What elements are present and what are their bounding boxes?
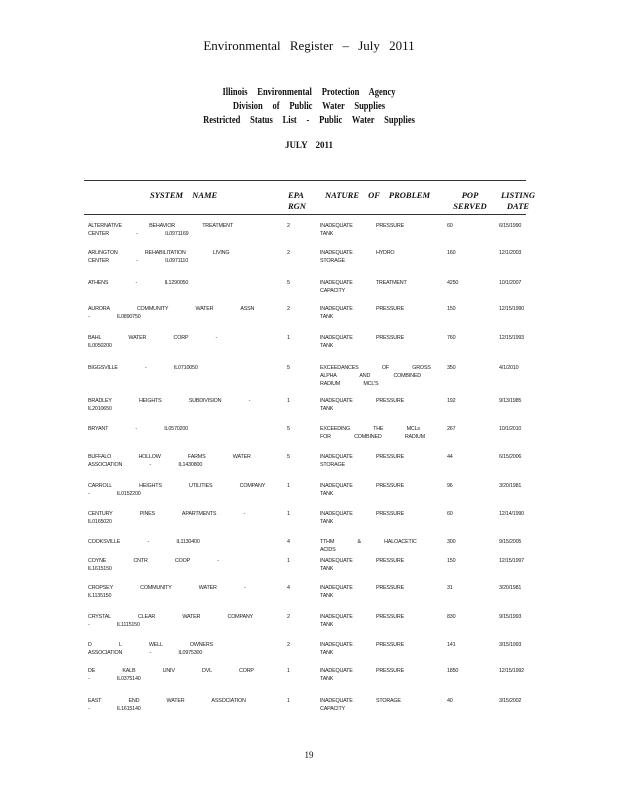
- system-name-cell: CROPSEY COMMUNITY WATER - IL1135150: [88, 585, 246, 599]
- listing-date-cell: 12/14/1990: [499, 511, 524, 517]
- epa-region-cell: 1: [287, 335, 290, 341]
- list-date: JULY 2011: [284, 140, 334, 150]
- system-name-cell: EAST END WATER ASSOCIATION - IL1615140: [88, 698, 246, 712]
- problem-cell: INADEQUATE PRESSURE STORAGE: [320, 454, 404, 468]
- pop-served-cell: 150: [447, 558, 456, 564]
- document-titles: [46, 86, 571, 128]
- pop-served-cell: 60: [447, 511, 453, 517]
- epa-region-cell: 1: [287, 398, 290, 404]
- epa-region-cell: 2: [287, 250, 290, 256]
- problem-cell: TTHM & HALOACETIC ACIDS: [320, 539, 417, 553]
- problem-cell: EXCEEDING THE MCLs FOR COMBINED RADIUM: [320, 426, 425, 440]
- pop-served-cell: 31: [447, 585, 453, 591]
- system-name-cell: BAHL WATER CORP - IL0050200: [88, 335, 218, 349]
- listing-date-cell: 6/15/2006: [499, 454, 522, 460]
- listing-date-cell: 4/1/2010: [499, 365, 519, 371]
- header-epa-rgn: EPA RGN: [288, 190, 306, 211]
- table-header-rule: [84, 214, 526, 215]
- division-title: Division of Public Water Supplies: [232, 101, 386, 112]
- listing-date-cell: 3/15/1993: [499, 642, 522, 648]
- pop-served-cell: 40: [447, 698, 453, 704]
- listing-date-cell: 3/20/1981: [499, 585, 522, 591]
- problem-cell: EXCEEDANCES OF GROSS ALPHA AND COMBINED RADIUM MCL'S: [320, 365, 431, 387]
- header-system-name: SYSTEM NAME: [150, 190, 218, 200]
- problem-cell: INADEQUATE HYDRO STORAGE: [320, 250, 395, 264]
- system-name-cell: COOKSVILLE - IL1130400: [88, 539, 200, 545]
- pop-served-cell: 44: [447, 454, 453, 460]
- epa-region-cell: 1: [287, 668, 290, 674]
- listing-date-cell: 6/15/1990: [499, 223, 522, 229]
- epa-region-cell: 2: [287, 642, 290, 648]
- listing-date-cell: 12/15/1993: [499, 335, 524, 341]
- pop-served-cell: 1850: [447, 668, 459, 674]
- epa-region-cell: 5: [287, 365, 290, 371]
- system-name-cell: CENTURY PINES APARTMENTS - IL0165020: [88, 511, 246, 525]
- problem-cell: INADEQUATE PRESSURE TANK: [320, 642, 404, 656]
- system-name-cell: CARROLL HEIGHTS UTILITIES COMPANY - IL0152200: [88, 483, 266, 497]
- listing-date-cell: 12/15/1997: [499, 558, 524, 564]
- epa-region-cell: 2: [287, 223, 290, 229]
- pop-served-cell: 830: [447, 614, 456, 620]
- pop-served-cell: 300: [447, 539, 456, 545]
- pop-served-cell: 350: [447, 365, 456, 371]
- epa-region-cell: 2: [287, 614, 290, 620]
- agency-title: Illinois Environmental Protection Agency: [222, 87, 396, 98]
- system-name-cell: ARLINGTON REHABILITATION LIVING CENTER - IL0971110: [88, 250, 230, 264]
- system-name-cell: DE KALB UNIV DVL CORP - IL0375140: [88, 668, 254, 682]
- system-name-cell: CRYSTAL CLEAR WATER COMPANY - IL1115150: [88, 614, 253, 628]
- problem-cell: INADEQUATE PRESSURE TANK: [320, 335, 404, 349]
- pop-served-cell: 150: [447, 306, 456, 312]
- pop-served-cell: 4250: [447, 280, 459, 286]
- pop-served-cell: 96: [447, 483, 453, 489]
- epa-region-cell: 2: [287, 306, 290, 312]
- listing-date-cell: 9/15/2005: [499, 539, 522, 545]
- table-top-rule: [84, 180, 526, 181]
- listing-date-cell: 3/20/1981: [499, 483, 522, 489]
- epa-region-cell: 1: [287, 698, 290, 704]
- table-header: [0, 190, 618, 214]
- epa-region-cell: 5: [287, 280, 290, 286]
- problem-cell: INADEQUATE PRESSURE TANK: [320, 306, 404, 320]
- header-listing-date: LISTING DATE: [500, 190, 535, 211]
- listing-date-cell: 10/1/2007: [499, 280, 522, 286]
- listing-date-cell: 12/15/1992: [499, 668, 524, 674]
- system-name-cell: COYNE CNTR COOP - IL1615150: [88, 558, 219, 572]
- pop-served-cell: 60: [447, 223, 453, 229]
- listing-date-cell: 3/15/2002: [499, 698, 522, 704]
- listing-date-cell: 10/1/2010: [499, 426, 522, 432]
- system-name-cell: ALTERNATIVE BEHAVIOR TREATMENT CENTER - IL0971169: [88, 223, 233, 237]
- system-name-cell: BRADLEY HEIGHTS SUBDIVISION - IL2010650: [88, 398, 251, 412]
- problem-cell: INADEQUATE PRESSURE TANK: [320, 558, 404, 572]
- system-name-cell: BRYANT - IL0570200: [88, 426, 188, 432]
- epa-region-cell: 1: [287, 511, 290, 517]
- system-name-cell: AURORA COMMUNITY WATER ASSN - IL0890750: [88, 306, 255, 320]
- epa-region-cell: 4: [287, 585, 290, 591]
- problem-cell: INADEQUATE STORAGE CAPACITY: [320, 698, 401, 712]
- problem-cell: INADEQUATE PRESSURE TANK: [320, 483, 404, 497]
- problem-cell: INADEQUATE PRESSURE TANK: [320, 511, 404, 525]
- pop-served-cell: 160: [447, 250, 456, 256]
- pop-served-cell: 141: [447, 642, 456, 648]
- page-number: 19: [304, 750, 314, 760]
- running-header: Environmental Register – July 2011: [203, 38, 415, 53]
- listing-date-cell: 12/1/2003: [499, 250, 522, 256]
- list-title: Restricted Status List - Public Water Supplies: [203, 115, 415, 126]
- header-pop-served: POP SERVED: [453, 190, 487, 211]
- listing-date-cell: 12/15/1990: [499, 306, 524, 312]
- epa-region-cell: 1: [287, 558, 290, 564]
- problem-cell: INADEQUATE PRESSURE TANK: [320, 398, 404, 412]
- problem-cell: INADEQUATE PRESSURE TANK: [320, 668, 404, 682]
- problem-cell: INADEQUATE PRESSURE TANK: [320, 223, 404, 237]
- epa-region-cell: 4: [287, 539, 290, 545]
- epa-region-cell: 5: [287, 426, 290, 432]
- system-name-cell: D L WELL OWNERS ASSOCIATION - IL0975300: [88, 642, 213, 656]
- system-name-cell: BUFFALO HOLLOW FARMS WATER ASSOCIATION - IL1430800: [88, 454, 251, 468]
- problem-cell: INADEQUATE TREATMENT CAPACITY: [320, 280, 407, 294]
- pop-served-cell: 760: [447, 335, 456, 341]
- pop-served-cell: 192: [447, 398, 456, 404]
- system-name-cell: BIGGSVILLE - IL0710050: [88, 365, 198, 371]
- header-nature-of-problem: NATURE OF PROBLEM: [325, 190, 431, 200]
- system-name-cell: ATHENS - IL1290050: [88, 280, 189, 286]
- listing-date-cell: 9/13/1985: [499, 398, 522, 404]
- problem-cell: INADEQUATE PRESSURE TANK: [320, 585, 404, 599]
- epa-region-cell: 1: [287, 483, 290, 489]
- problem-cell: INADEQUATE PRESSURE TANK: [320, 614, 404, 628]
- listing-date-cell: 9/15/1993: [499, 614, 522, 620]
- pop-served-cell: 267: [447, 426, 456, 432]
- epa-region-cell: 5: [287, 454, 290, 460]
